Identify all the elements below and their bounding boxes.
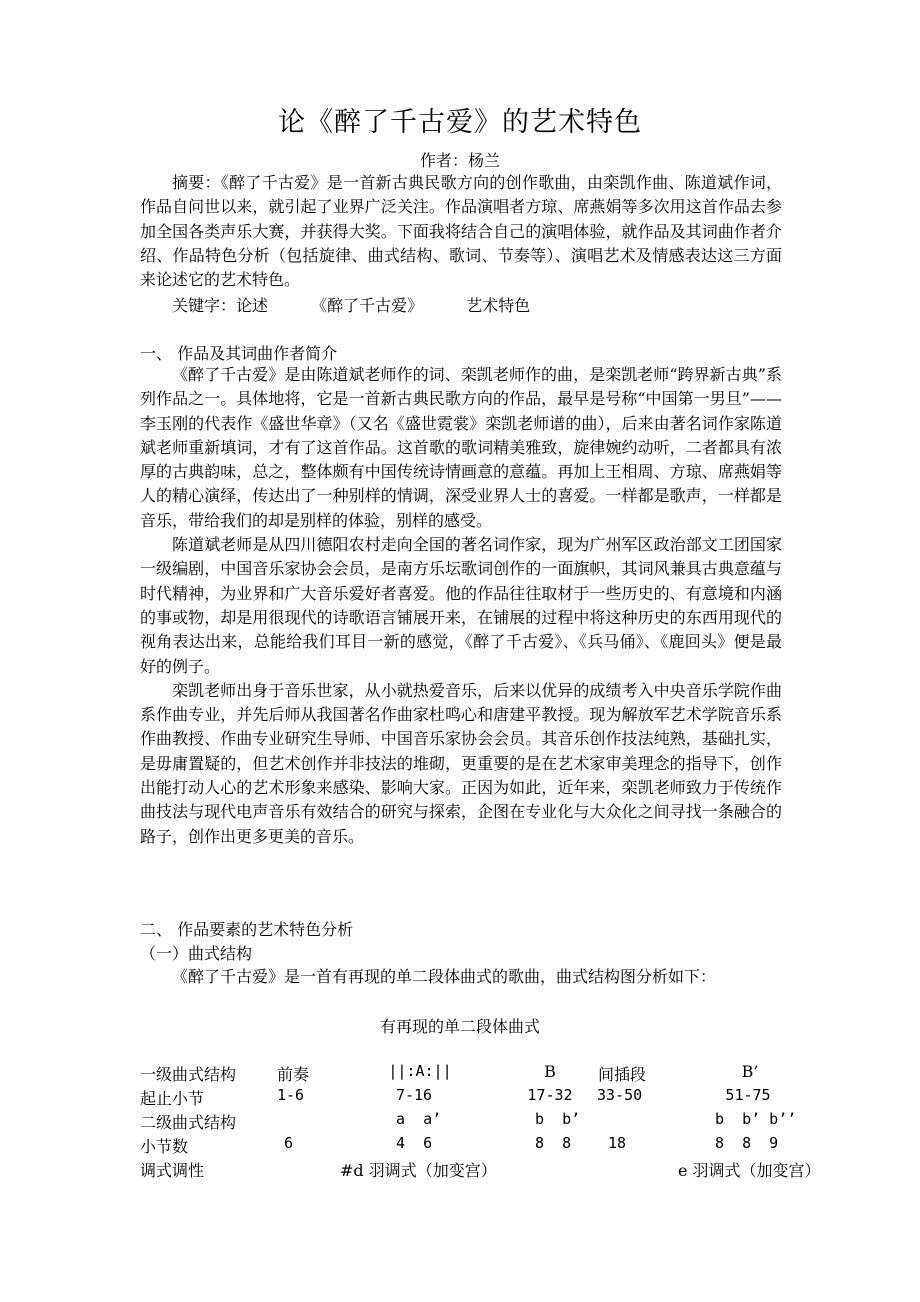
- chart-cell: 前奏: [277, 1065, 310, 1084]
- chart-cell: e 羽调式（加变宫）: [678, 1161, 821, 1180]
- form-chart-row: [0, 1062, 920, 1086]
- section-heading-2: 二、 作品要素的艺术特色分析: [140, 920, 354, 939]
- row-label: 二级曲式结构: [140, 1113, 237, 1132]
- chart-cell: 7-16: [395, 1086, 433, 1104]
- row-label: 小节数: [140, 1137, 189, 1156]
- form-chart-row: [0, 1110, 920, 1134]
- form-chart-title: 有再现的单二段体曲式: [379, 1017, 540, 1036]
- paragraph: 陈道斌老师是从四川德阳农村走向全国的著名词作家，现为广州军区政治部文工团国家一级编剧，中国音乐家协会会员，是南方乐坛歌词创作的一面旗帜，其词风兼具古典意蕴与时代精神，为业界和广大音乐爱好者喜爱。他的作品往往取材于一些历史的、有意境和内涵的事或物，却是用很现代的诗歌语言铺展开来，在铺展的过程中将这种历史的东西用现代的视角表达出来，总能给我们耳目一新的感觉，《醉了千古爱》、《兵马俑》、《鹿回头》便是最好的例子。: [140, 535, 782, 676]
- chart-cell: 8 8 9: [715, 1134, 779, 1152]
- paragraph: 《醉了千古爱》是一首有再现的单二段体曲式的歌曲，曲式结构图分析如下：: [172, 967, 717, 986]
- chart-cell: 6: [284, 1134, 294, 1152]
- keywords-label: 关键字：论述: [172, 296, 269, 315]
- chart-cell: 17-32: [527, 1086, 573, 1104]
- row-label: 调式调性: [140, 1161, 205, 1180]
- chart-cell: ||:A:||: [388, 1062, 452, 1080]
- form-chart-row: [0, 1134, 920, 1158]
- chart-cell: #d 羽调式（加变宫）: [340, 1161, 497, 1180]
- chart-cell: b b’ b’’: [715, 1110, 797, 1128]
- chart-cell: 间插段: [598, 1065, 647, 1084]
- form-chart-row: [0, 1086, 920, 1110]
- chart-cell: b b’: [535, 1110, 581, 1128]
- chart-cell: 18: [608, 1134, 627, 1152]
- keyword-item: 艺术特色: [466, 296, 531, 315]
- chart-cell: a a’: [396, 1110, 442, 1128]
- paragraph: 《醉了千古爱》是由陈道斌老师作的词、栾凯老师作的曲，是栾凯老师“跨界新古典”系列作品之一。具体地将，它是一首新古典民歌方向的作品，最早是号称“中国第一男旦”——李玉刚的代表作《盛世华章》（又名《盛世霓裳》栾凯老师谱的曲），后来由著名词作家陈道斌老师重新填词，才有了这首作品。这首歌的歌词精美雅致，旋律婉约动听，二者都具有浓厚的古典韵味，总之，整体颇有中国传统诗情画意的意蕴。再加上王相周、方琼、席燕娟等人的精心演绎，传达出了一种别样的情调，深受业界人士的喜爱。一样都是歌声，一样都是音乐，带给我们的却是别样的体验，别样的感受。: [140, 365, 782, 530]
- paragraph: 栾凯老师出身于音乐世家，从小就热爱音乐，后来以优异的成绩考入中央音乐学院作曲系作曲专业，并先后师从我国著名作曲家杜鸣心和唐建平教授。现为解放军艺术学院音乐系作曲教授、作曲专业研究生导师、中国音乐家协会会员。其音乐创作技法纯熟，基础扎实，是毋庸置疑的，但艺术创作并非技法的堆砌，更重要的是在艺术家审美理念的指导下，创作出能打动人心的艺术形象来感染、影响大家。正因为如此，近年来，栾凯老师致力于传统作曲技法与现代电声音乐有效结合的研究与探索，企图在专业化与大众化之间寻找一条融合的路子，创作出更多更美的音乐。: [140, 680, 782, 846]
- subsection-heading: （一）曲式结构: [140, 944, 253, 963]
- document-title: 论《醉了千古爱》的艺术特色: [278, 107, 642, 138]
- chart-cell: 1-6: [277, 1086, 305, 1104]
- chart-cell: 8 8: [535, 1134, 572, 1152]
- abstract-paragraph: 摘要：《醉了千古爱》是一首新古典民歌方向的创作歌曲，由栾凯作曲、陈道斌作词，作品自问世以来，就引起了业界广泛关注。作品演唱者方琼、席燕娟等多次用这首作品去参加全国各类声乐大赛，并获得大奖。下面我将结合自己的演唱体验，就作品及其词曲作者介绍、作品特色分析（包括旋律、曲式结构、歌词、节奏等）、演唱艺术及情感表达这三方面来论述它的艺术特色。: [140, 173, 782, 290]
- chart-cell: 51-75: [725, 1086, 771, 1104]
- keywords-line: [172, 293, 568, 316]
- section-heading-1: 一、 作品及其词曲作者简介: [140, 344, 338, 363]
- row-label: 起止小节: [140, 1089, 205, 1108]
- row-label: 一级曲式结构: [140, 1065, 237, 1084]
- chart-cell: 33-50: [597, 1086, 643, 1104]
- section-1-body: [140, 363, 782, 849]
- abstract: [140, 171, 782, 292]
- keyword-item: 《醉了千古爱》: [311, 296, 424, 315]
- chart-cell: B’: [741, 1062, 759, 1081]
- author-line: 作者：杨兰: [419, 151, 500, 170]
- section-2-body: [140, 965, 782, 989]
- chart-cell: B: [544, 1062, 556, 1081]
- chart-cell: 4 6: [396, 1134, 433, 1152]
- form-chart-row: [0, 1158, 920, 1182]
